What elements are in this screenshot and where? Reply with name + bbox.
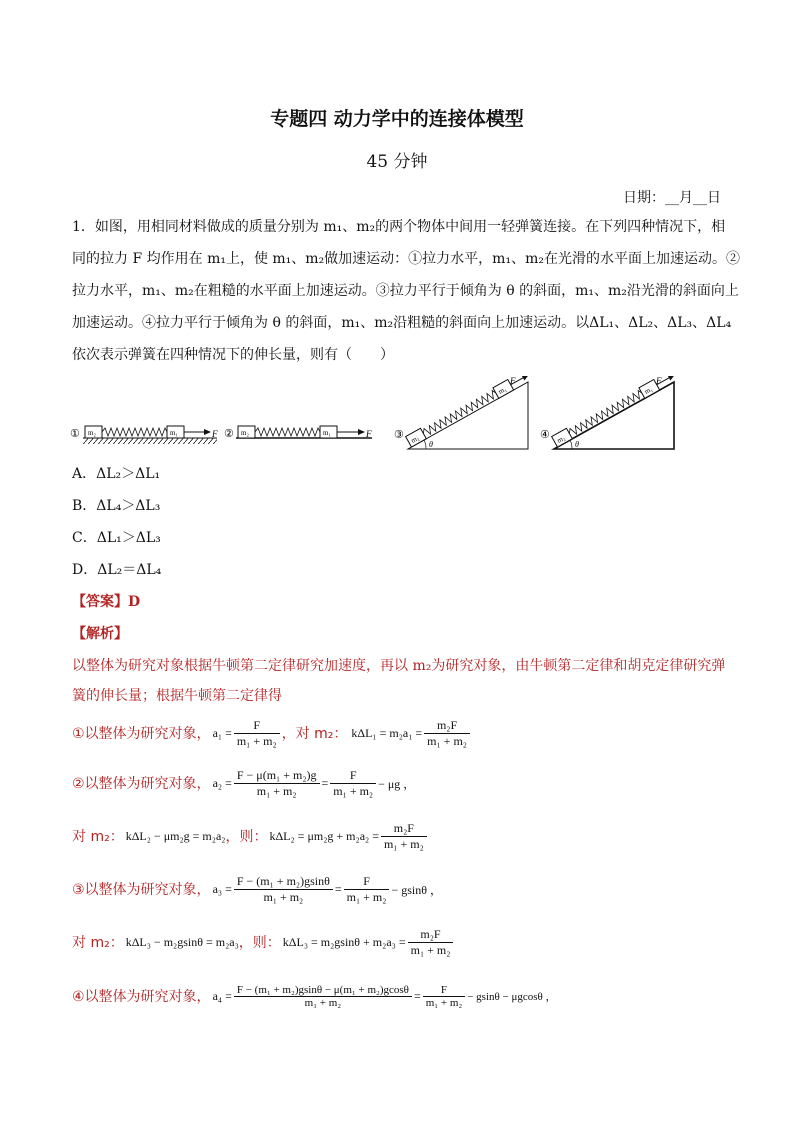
scene-1-number: ①	[70, 428, 80, 440]
question-line-2: 同的拉力 F 均作用在 m₁上，使 m₁、m₂做加速运动：①拉力水平，m₁、m₂在光滑的水平面上加速运动。②	[72, 251, 740, 267]
scene-4-number: ④	[540, 429, 550, 441]
analysis-label: 【解析】	[72, 626, 128, 642]
scene-2-force: F	[366, 429, 372, 439]
scene-2-number: ②	[224, 428, 234, 440]
step-4-lead: ④以整体为研究对象，	[72, 989, 211, 1005]
step-3b-lead: 对 m₂：	[72, 935, 124, 951]
step-3-fraction-1: $\frac{\text{F − (m₁ + m₂)gsinθ}}{\text{m₁ + m₂}}$	[234, 874, 333, 905]
step-4-equals: =	[413, 988, 421, 1003]
analysis-intro-2: 簧的伸长量；根据牛顿第二定律得	[72, 688, 282, 704]
step-3b-result: $\frac{\text{m₂F}}{\text{m₁ + m₂}}$	[408, 927, 454, 958]
step-2-fraction-2: $\frac{F}{\text{m₁ + m₂}}$	[330, 768, 376, 799]
step-3b-eq2: kΔL₃ = m₂gsinθ + m₂a₃ =	[282, 934, 406, 949]
step-4	[72, 976, 557, 1016]
scene-2-m1: m₁	[323, 429, 331, 437]
step-2b	[72, 818, 429, 854]
scene-1-m2: m₂	[88, 429, 96, 437]
step-3	[72, 870, 442, 908]
page-subtitle: 45 分钟	[366, 152, 428, 172]
step-3-equals: =	[334, 881, 342, 896]
step-2	[72, 764, 415, 802]
step-4-fraction-1: $\frac{\text{F − (m₁ + m₂)gsinθ − μ(m₁ + m₂)gcosθ}}{\text{m₁ + m₂}}$	[234, 984, 412, 1009]
page-title: 专题四 动力学中的连接体模型	[270, 108, 524, 130]
step-2b-result: $\frac{\text{m₂F}}{\text{m₁ + m₂}}$	[381, 821, 427, 852]
step-2-fraction-1: $\frac{\text{F − μ(m₁ + m₂)g}}{\text{m₁ + m₂}}$	[234, 768, 320, 799]
step-3b-mid: ，则：	[238, 935, 281, 951]
figure-scene-1	[70, 426, 218, 444]
step-2-tail: − μg ，	[378, 776, 416, 791]
question-line-3: 拉力水平，m₁、m₂在粗糙的水平面上加速运动。③拉力平行于倾角为 θ 的斜面，m₁、m₂沿光滑的斜面向上	[72, 283, 739, 299]
scene-4-m2: m₂	[555, 433, 567, 445]
step-4-a-lhs: a₄ =	[212, 988, 232, 1003]
step-3-a-lhs: a₃ =	[212, 881, 232, 896]
option-b: B．ΔL₄＞ΔL₃	[72, 498, 161, 514]
step-1	[72, 716, 472, 750]
scene-4-theta: θ	[575, 440, 579, 449]
option-a: A．ΔL₂＞ΔL₁	[72, 466, 161, 482]
option-c: C．ΔL₁＞ΔL₃	[72, 530, 161, 546]
step-2b-eq2: kΔL₂ = μm₂g + m₂a₂ =	[269, 828, 379, 843]
question-line-5: 依次表示弹簧在四种情况下的伸长量，则有（ ）	[72, 347, 394, 363]
scene-4-force: F	[656, 376, 662, 386]
step-3b	[72, 924, 455, 960]
step-2b-eq1: kΔL₂ − μm₂g = m₂a₂	[125, 828, 226, 843]
scene-1-m1: m₁	[170, 429, 178, 437]
step-2-lead: ②以整体为研究对象，	[72, 776, 211, 792]
question-figure	[70, 376, 710, 452]
figure-scene-4	[540, 376, 677, 449]
scene-4-m1: m₁	[643, 385, 654, 396]
figure-scene-2	[224, 426, 372, 440]
step-3b-eq1: kΔL₃ − m₂gsinθ = m₂a₃	[125, 934, 239, 949]
scene-3-theta: θ	[429, 440, 433, 449]
step-2b-mid: ，则：	[225, 829, 268, 845]
step-3-tail: − gsinθ ，	[391, 882, 442, 897]
scene-3-m2: m₂	[409, 433, 421, 445]
step-1-hooke: kΔL₁ = m₂a₁ =	[351, 725, 423, 740]
scene-3-force: F	[510, 376, 516, 386]
step-2b-lead: 对 m₂：	[72, 829, 124, 845]
step-2-equals: =	[321, 775, 329, 790]
step-1-fraction: $\frac{F}{\text{m₁ + m₂}}$	[234, 718, 280, 749]
scene-2-m2: m₂	[241, 429, 249, 437]
scene-3-number: ③	[394, 429, 404, 441]
scene-3-m1: m₁	[497, 385, 508, 396]
step-2-a-lhs: a₂ =	[212, 775, 232, 790]
scene-1-force: F	[212, 429, 218, 439]
step-1-a-lhs: a₁ =	[212, 725, 232, 740]
step-3-lead: ③以整体为研究对象，	[72, 882, 211, 898]
question-line-1: 1．如图，用相同材料做成的质量分别为 m₁、m₂的两个物体中间用一轻弹簧连接。在下列四种情况下，相	[72, 219, 726, 235]
step-4-fraction-2: $\frac{F}{\text{m₁ + m₂}}$	[423, 984, 466, 1009]
figure-scene-3	[394, 376, 531, 449]
step-3-fraction-2: $\frac{F}{\text{m₁ + m₂}}$	[344, 874, 390, 905]
date-field: 日期：__月__日	[623, 190, 721, 206]
step-1-lead: ①以整体为研究对象，	[72, 726, 211, 742]
option-d: D．ΔL₂＝ΔL₄	[72, 562, 162, 578]
step-4-tail: − gsinθ − μgcosθ ，	[467, 991, 557, 1003]
answer-label: 【答案】D	[72, 594, 141, 610]
step-1-result: $\frac{\text{m₂F}}{\text{m₁ + m₂}}$	[424, 718, 470, 749]
step-1-mid: ，对 m₂：	[281, 726, 348, 742]
analysis-intro-1: 以整体为研究对象根据牛顿第二定律研究加速度，再以 m₂为研究对象，由牛顿第二定律和胡克定律研究弹	[72, 658, 726, 674]
question-line-4: 加速运动。④拉力平行于倾角为 θ 的斜面，m₁、m₂沿粗糙的斜面向上加速运动。以ΔL₁、ΔL₂、ΔL₃、ΔL₄	[72, 315, 732, 331]
